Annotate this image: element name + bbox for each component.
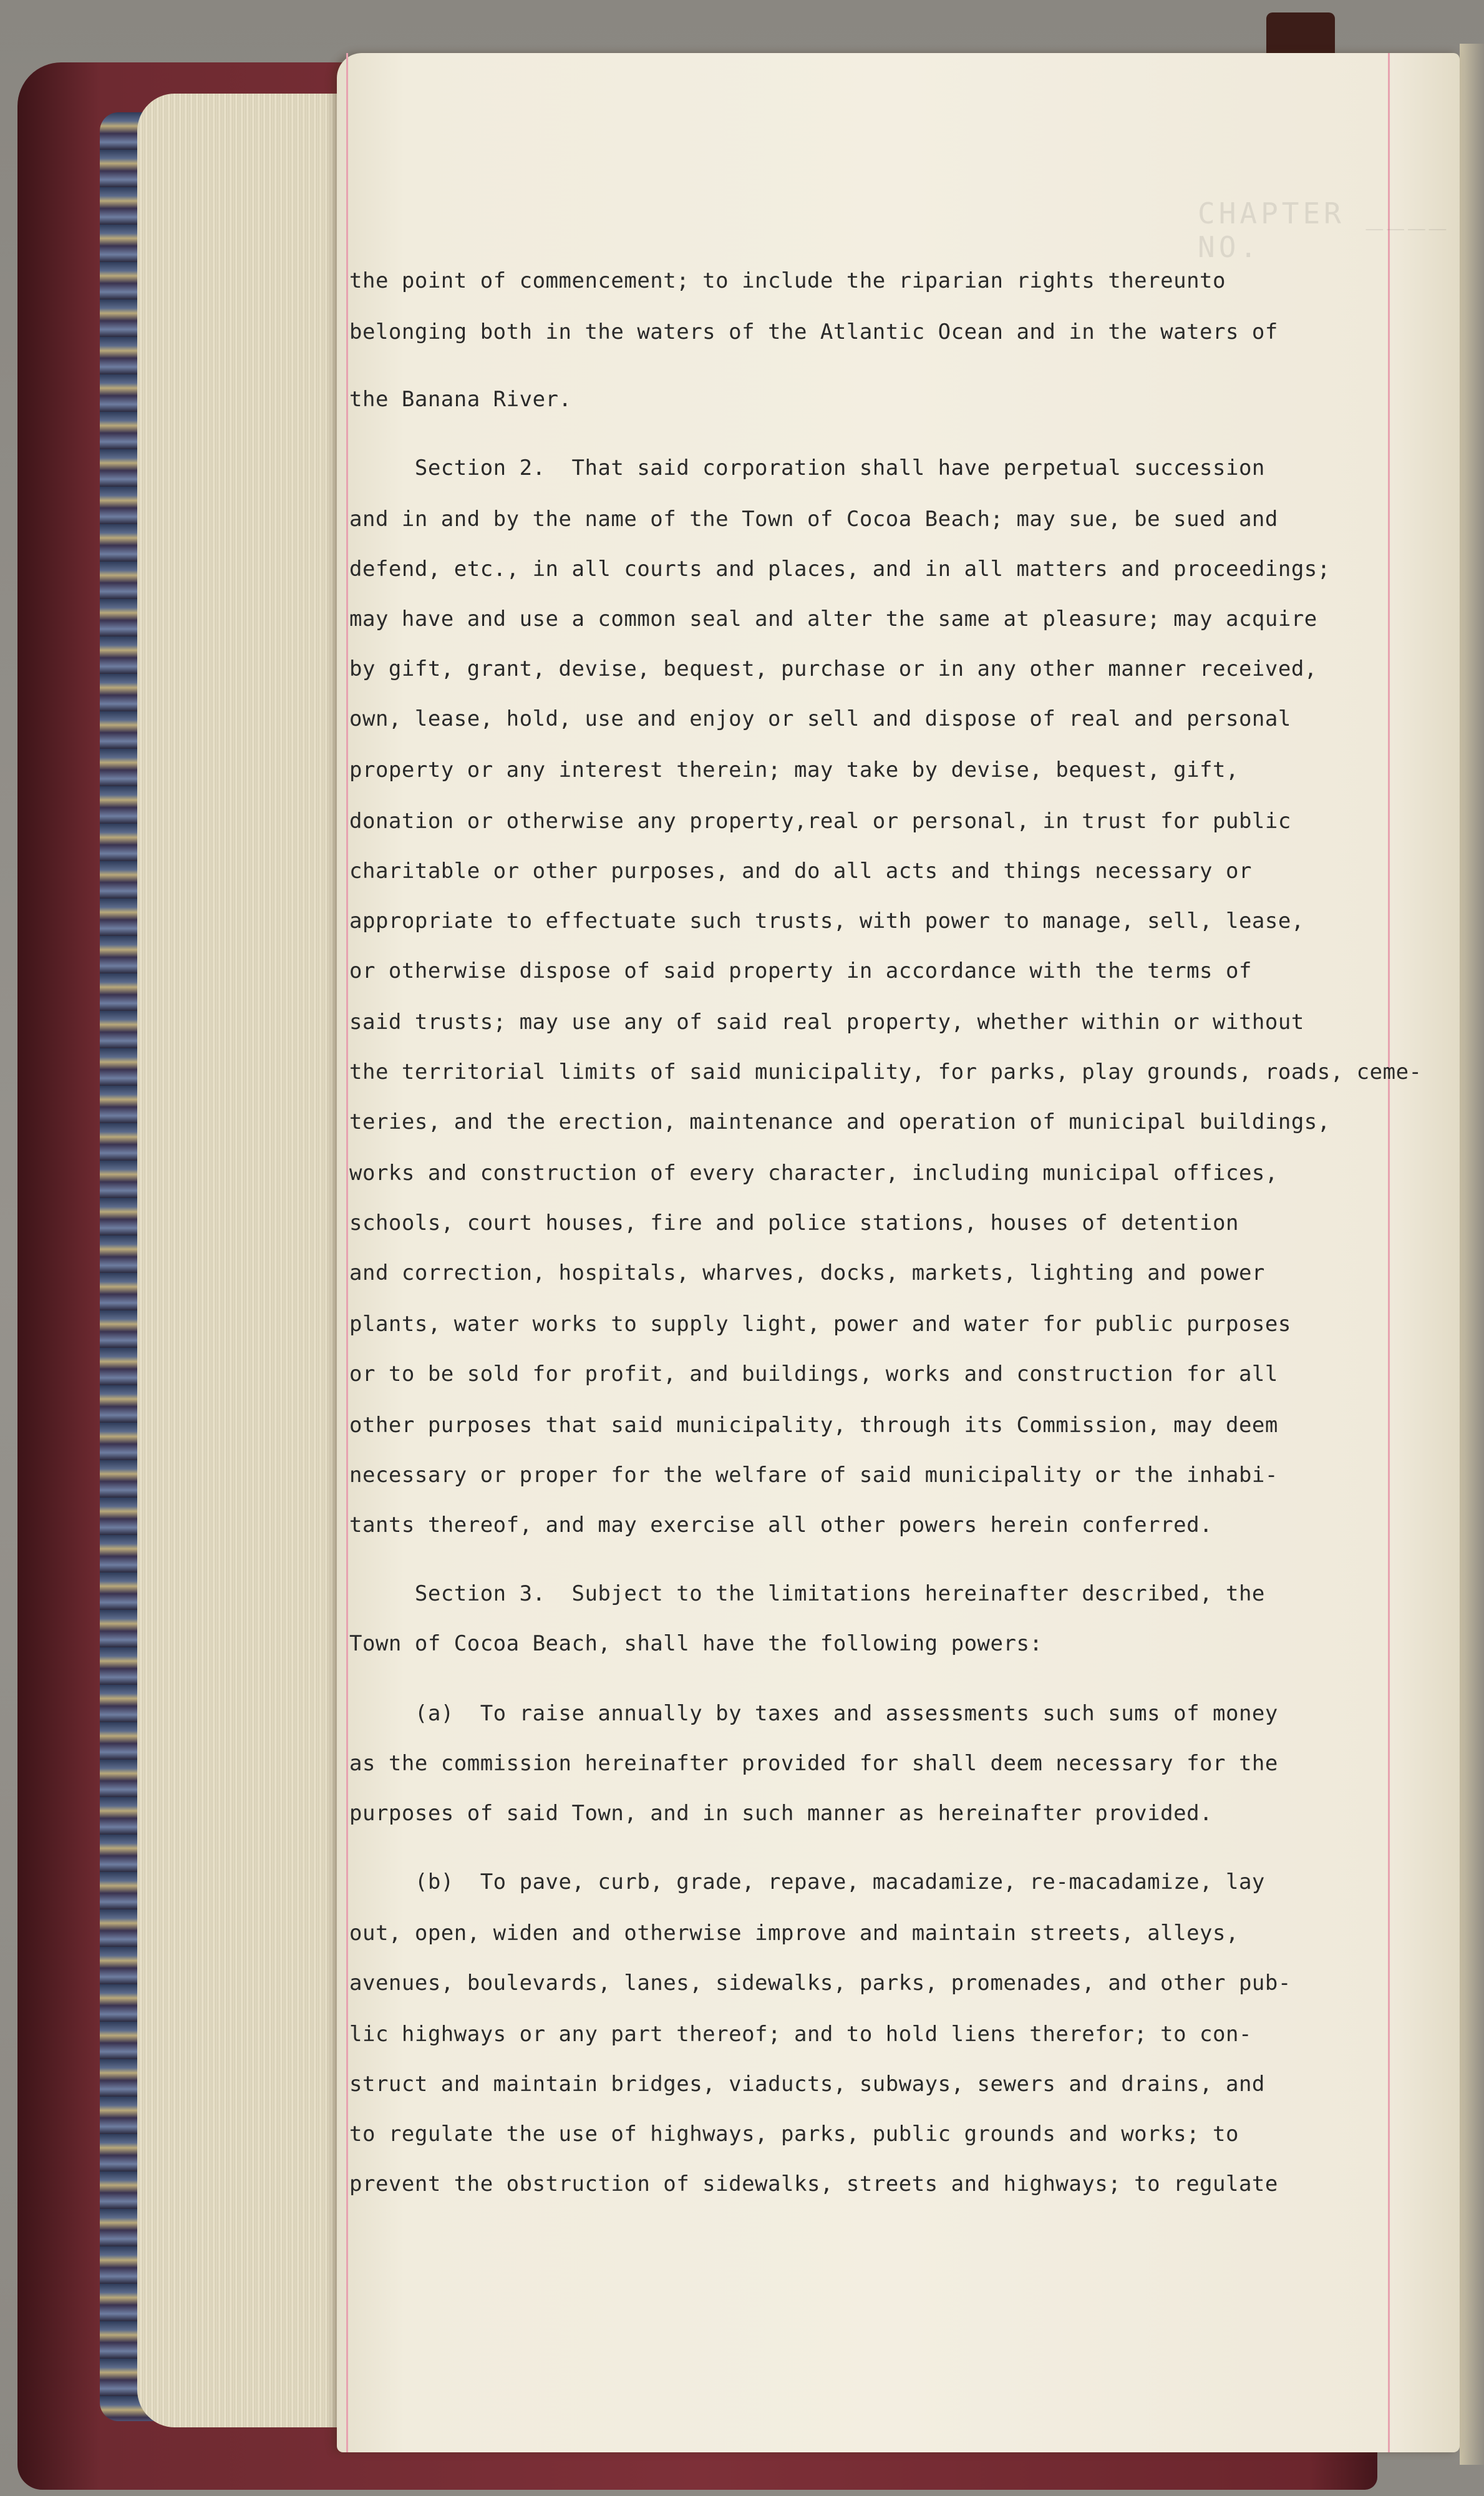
text-line: Section 2. That said corporation shall have perpetual succession: [349, 456, 1265, 480]
text-line: the territorial limits of said municipality, for parks, play grounds, roads, ceme-: [349, 1060, 1422, 1085]
text-line: or otherwise dispose of said property in accordance with the terms of: [349, 958, 1252, 983]
text-line: belonging both in the waters of the Atlantic Ocean and in the waters of: [349, 319, 1278, 344]
text-line: to regulate the use of highways, parks, public grounds and works; to: [349, 2122, 1239, 2147]
text-line: the point of commencement; to include the riparian rights thereunto: [349, 268, 1226, 293]
text-line: and in and by the name of the Town of Cocoa Beach; may sue, be sued and: [349, 507, 1278, 532]
text-line: lic highways or any part thereof; and to hold liens therefor; to con-: [349, 2022, 1252, 2047]
text-line: the Banana River.: [349, 387, 572, 412]
text-line: avenues, boulevards, lanes, sidewalks, parks, promenades, and other pub-: [349, 1971, 1291, 1996]
text-line: appropriate to effectuate such trusts, with power to manage, sell, lease,: [349, 909, 1304, 934]
text-line: other purposes that said municipality, through its Commission, may deem: [349, 1413, 1278, 1438]
text-line: or to be sold for profit, and buildings, works and construction for all: [349, 1362, 1278, 1387]
right-margin-rule: [1388, 53, 1390, 2452]
text-line: and correction, hospitals, wharves, docks, markets, lighting and power: [349, 1260, 1265, 1285]
text-line: own, lease, hold, use and enjoy or sell and dispose of real and personal: [349, 706, 1291, 731]
text-line: purposes of said Town, and in such manner as hereinafter provided.: [349, 1801, 1213, 1826]
text-line: necessary or proper for the welfare of said municipality or the inhabi-: [349, 1463, 1278, 1488]
text-line: schools, court houses, fire and police stations, houses of detention: [349, 1211, 1239, 1236]
text-line: may have and use a common seal and alter the same at pleasure; may acquire: [349, 607, 1317, 631]
text-line: prevent the obstruction of sidewalks, streets and highways; to regulate: [349, 2172, 1278, 2196]
text-line: said trusts; may use any of said real property, whether within or without: [349, 1010, 1304, 1035]
text-line: out, open, widen and otherwise improve and maintain streets, alleys,: [349, 1921, 1239, 1946]
text-line: tants thereof, and may exercise all other powers herein conferred.: [349, 1513, 1213, 1538]
left-margin-rule: [346, 53, 348, 2452]
text-line: works and construction of every character, including municipal offices,: [349, 1161, 1278, 1186]
text-line: plants, water works to supply light, power and water for public purposes: [349, 1312, 1291, 1337]
text-line: donation or otherwise any property,real or personal, in trust for public: [349, 809, 1291, 834]
text-line: as the commission hereinafter provided for shall deem necessary for the: [349, 1751, 1278, 1776]
text-line: Town of Cocoa Beach, shall have the following powers:: [349, 1631, 1043, 1656]
text-line: by gift, grant, devise, bequest, purchase or in any other manner received,: [349, 656, 1317, 681]
text-line: (a) To raise annually by taxes and assessments such sums of money: [349, 1701, 1278, 1726]
text-line: struct and maintain bridges, viaducts, subways, sewers and drains, and: [349, 2072, 1265, 2097]
text-line: Section 3. Subject to the limitations hereinafter described, the: [349, 1581, 1265, 1606]
bleed-through-header: CHAPTER ____ NO.: [1198, 197, 1450, 264]
text-line: defend, etc., in all courts and places, and in all matters and proceedings;: [349, 557, 1331, 582]
text-line: teries, and the erection, maintenance and operation of municipal buildings,: [349, 1109, 1331, 1134]
text-line: charitable or other purposes, and do all acts and things necessary or: [349, 859, 1252, 884]
page-edges: [137, 94, 362, 2427]
text-line: property or any interest therein; may take by devise, bequest, gift,: [349, 758, 1239, 782]
page-right-edge: [1460, 44, 1484, 2465]
text-line: (b) To pave, curb, grade, repave, macadamize, re-macadamize, lay: [349, 1870, 1265, 1894]
